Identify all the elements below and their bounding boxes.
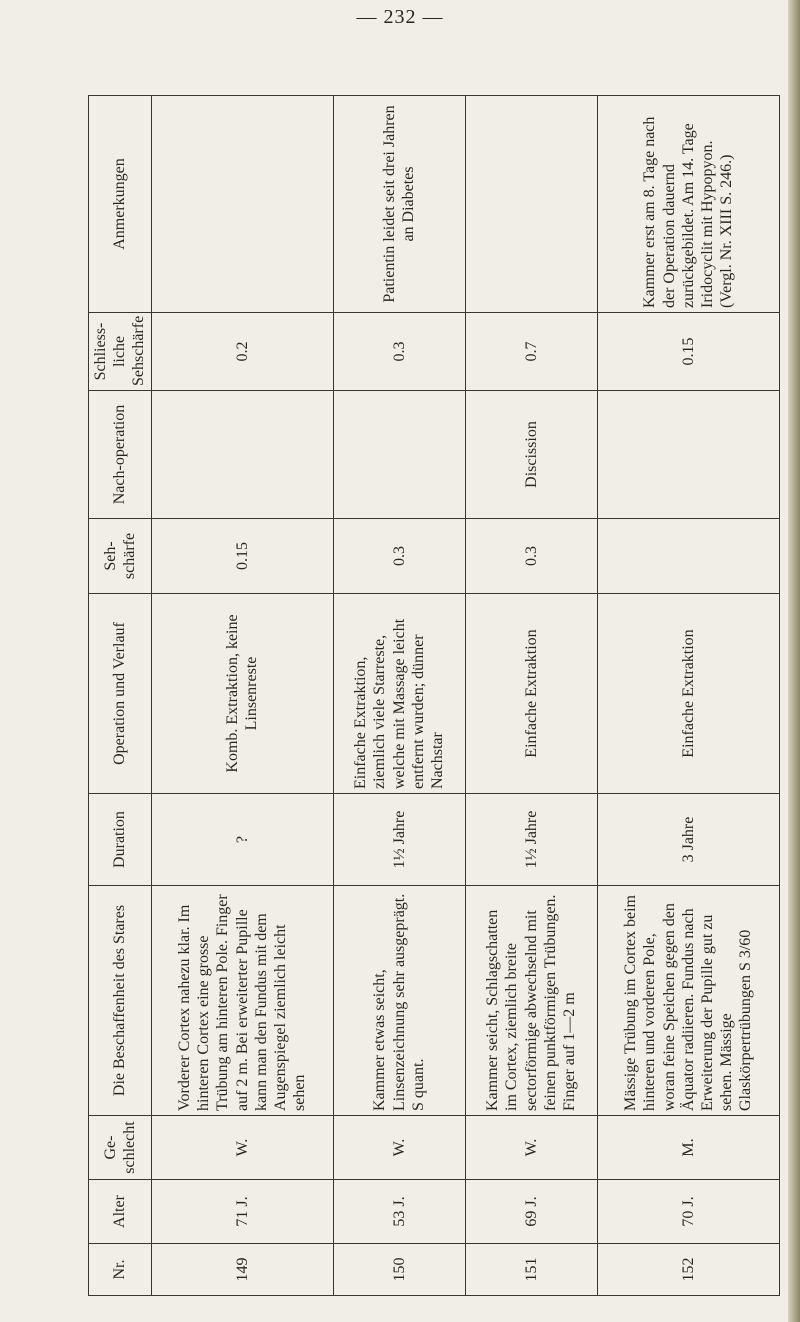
cell-sehschaerfe: 0.3 — [465, 519, 597, 594]
cell-operation: Komb. Extraktion, keine Linsenreste — [151, 594, 333, 794]
cell-alter: 71 J. — [151, 1180, 333, 1244]
table-wrapper — [88, 96, 780, 1296]
cell-operation: Einfache Extraktion — [465, 594, 597, 794]
cell-duration: ? — [151, 794, 333, 886]
rotated-table-container — [88, 96, 780, 1296]
cataract-case-table — [88, 95, 780, 1296]
table-row-149 — [151, 96, 333, 1296]
cell-beschaffenheit: Kammer seicht, Schlagschatten im Cortex, ziemlich breite sectorförmige abwechselnd mit feinen punktförmigen Trübungen. Finger auf 1—2 m — [465, 886, 597, 1116]
col-header-geschlecht: Ge-schlecht — [89, 1116, 152, 1180]
col-header-sehschaerfe: Seh-schärfe — [89, 519, 152, 594]
cell-duration: 1½ Jahre — [465, 794, 597, 886]
cell-nachoperation — [333, 391, 465, 519]
col-header-beschaffenheit: Die Beschaffenheit des Stares — [89, 886, 152, 1116]
cell-alter: 53 J. — [333, 1180, 465, 1244]
cell-operation: Einfache Extraktion, ziemlich viele Starreste, welche mit Massage leicht entfernt wurden; dünner Nachstar — [333, 594, 465, 794]
table-row-150 — [333, 96, 465, 1296]
cell-nr: 149 — [151, 1244, 333, 1296]
cell-geschlecht: W. — [333, 1116, 465, 1180]
header-row — [89, 96, 152, 1296]
cell-schliessliche: 0.2 — [151, 313, 333, 391]
cell-beschaffenheit: Mässige Trübung im Cortex beim hinteren und vorderen Pole, woran feine Speichen gegen den Äquator radiieren. Fundus nach Erweiterung der Pupille gut zu sehen. Mässige Glaskörpertrübungen S 3/60 — [597, 886, 779, 1116]
cell-anmerkungen: Kammer erst am 8. Tage nach der Operation dauernd zurückgebildet. Am 14. Tage Iridocyclit mit Hypopyon. (Vergl. Nr. XIII S. 246.) — [597, 96, 779, 313]
cell-geschlecht: W. — [151, 1116, 333, 1180]
cell-nachoperation — [597, 391, 779, 519]
cell-schliessliche: 0.3 — [333, 313, 465, 391]
col-header-nr: Nr. — [89, 1244, 152, 1296]
cell-nr: 152 — [597, 1244, 779, 1296]
cell-alter: 70 J. — [597, 1180, 779, 1244]
page-number: — 232 — — [356, 6, 444, 28]
cell-anmerkungen: Patientin leidet seit drei Jahren an Diabetes — [333, 96, 465, 313]
cell-beschaffenheit: Kammer etwas seicht, Linsenzeichnung sehr ausgeprägt. S quant. — [333, 886, 465, 1116]
cell-nachoperation: Discission — [465, 391, 597, 519]
col-header-nachoperation: Nach-operation — [89, 391, 152, 519]
col-header-anmerkungen: Anmerkungen — [89, 96, 152, 313]
cell-sehschaerfe — [597, 519, 779, 594]
cell-sehschaerfe: 0.15 — [151, 519, 333, 594]
cell-sehschaerfe: 0.3 — [333, 519, 465, 594]
page-edge-shadow — [788, 0, 800, 1322]
cell-anmerkungen — [151, 96, 333, 313]
col-header-schliessliche: Schliess-liche Sehschärfe — [89, 313, 152, 391]
cell-duration: 3 Jahre — [597, 794, 779, 886]
cell-operation: Einfache Extraktion — [597, 594, 779, 794]
cell-schliessliche: 0.7 — [465, 313, 597, 391]
cell-schliessliche: 0.15 — [597, 313, 779, 391]
cell-nachoperation — [151, 391, 333, 519]
cell-anmerkungen — [465, 96, 597, 313]
col-header-operation: Operation und Verlauf — [89, 594, 152, 794]
table-row-152 — [597, 96, 779, 1296]
table-row-151 — [465, 96, 597, 1296]
cell-beschaffenheit: Vorderer Cortex nahezu klar. Im hinteren Cortex eine grosse Trübung am hinteren Pole. Finger auf 2 m. Bei erweiterter Pupille kann man den Fundus mit dem Augenspiegel ziemlich leicht sehen — [151, 886, 333, 1116]
cell-geschlecht: W. — [465, 1116, 597, 1180]
cell-geschlecht: M. — [597, 1116, 779, 1180]
col-header-duration: Duration — [89, 794, 152, 886]
cell-nr: 150 — [333, 1244, 465, 1296]
col-header-alter: Alter — [89, 1180, 152, 1244]
cell-duration: 1½ Jahre — [333, 794, 465, 886]
cell-alter: 69 J. — [465, 1180, 597, 1244]
cell-nr: 151 — [465, 1244, 597, 1296]
